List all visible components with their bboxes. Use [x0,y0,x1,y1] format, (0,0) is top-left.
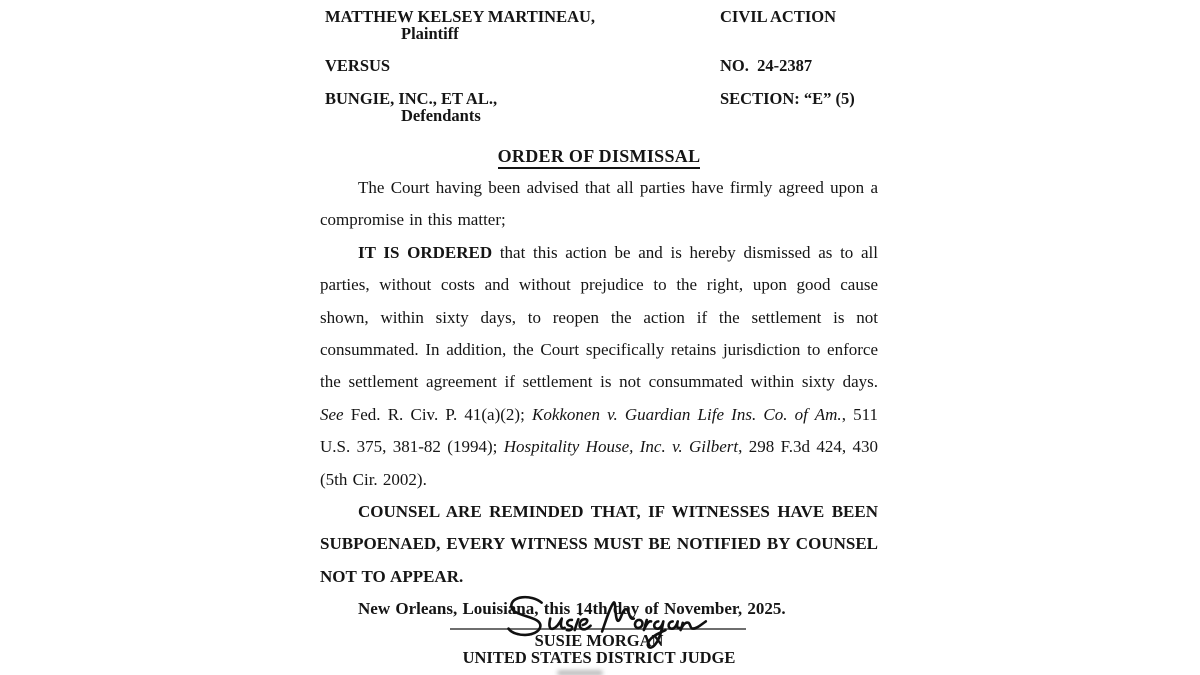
page-edge-artifact [557,670,603,675]
civil-action-label: CIVIL ACTION [720,7,836,26]
case-name-hospitality-house: Hospitality House, Inc. v. Gilbert [503,437,739,457]
paragraph-order [320,237,878,496]
paragraph-compromise-text: The Court having been advised that all parties have firmly agreed upon a compromise in this matter; [320,178,878,230]
paragraph-counsel-reminder: COUNSEL ARE REMINDED THAT, IF WITNESSES HAVE BEEN SUBPOENAED, EVERY WITNESS MUST BE NOTIFIED BY COUNSEL NOT TO APPEAR. [320,502,878,586]
versus-label: VERSUS [325,56,391,75]
it-is-ordered-phrase: IT IS ORDERED [358,242,493,262]
plaintiff-name: MATTHEW KELSEY MARTINEAU, [325,7,596,26]
caption-parties [325,8,705,124]
judge-signature-icon [497,592,713,658]
section-label: SECTION: “E” (5) [720,89,855,108]
see-signal: See [320,404,344,424]
judge-title: UNITED STATES DISTRICT JUDGE [462,648,736,667]
paragraph-compromise [320,172,878,237]
defendant-name: BUNGIE, INC., ET AL., [325,89,498,108]
case-number: NO. 24-2387 [720,56,813,75]
order-main-text: that this action be and is hereby dismissed as to all parties, without costs and without prejudice to the right, upon good cause shown, within sixty days, to reopen the action if the settlement is not consummated. In addition, the Court specifically retains jurisdiction to enforce the settlement agreement if settlement is not consummated within sixty days. [320,242,878,392]
caption-case-info [720,8,1020,107]
rule-citation: Fed. R. Civ. P. 41(a)(2); [343,404,532,424]
judge-name: SUSIE MORGAN [534,631,664,650]
case-name-kokkonen: Kokkonen v. Guardian Life Ins. Co. of Am. [532,404,842,424]
paragraph-date-place: New Orleans, Louisiana, this 14th day of November, 2025. [358,599,786,619]
defendant-role: Defendants [401,106,481,125]
order-body [320,172,878,626]
plaintiff-role: Plaintiff [401,24,459,43]
kokkonen-reporter-citation: , 511 U.S. 375, 381-82 (1994); [320,404,878,457]
order-title-row [320,146,878,167]
hospitality-reporter-citation: , 298 F.3d 424, 430 (5th Cir. 2002). [320,437,879,489]
order-title: ORDER OF DISMISSAL [498,146,701,169]
